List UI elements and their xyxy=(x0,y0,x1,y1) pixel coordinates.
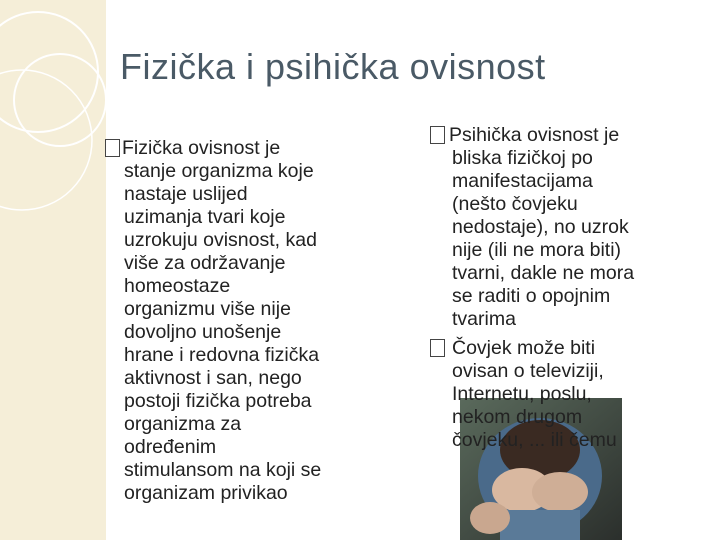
left-line: dovoljno unošenje xyxy=(124,321,282,343)
left-line: nastaje uslijed xyxy=(124,183,248,205)
right2-line: nekom drugom xyxy=(452,406,583,428)
right1-line: nedostaje), no uzrok xyxy=(452,216,629,238)
bullet-box-icon xyxy=(105,139,120,157)
left-bullet-text xyxy=(105,137,321,160)
right1-line: tvarima xyxy=(452,308,516,330)
left-line: uzimanja tvari koje xyxy=(124,206,286,228)
left-line: hrane i redovna fizička xyxy=(124,344,320,366)
left-line: stimulansom na koji se xyxy=(124,459,322,481)
right1-line: bliska fizičkoj po xyxy=(452,147,593,169)
left-line: organizmu više nije xyxy=(124,298,291,320)
right1-line: se raditi o opojnim xyxy=(452,285,611,307)
right1-line: (nešto čovjeku xyxy=(452,193,578,215)
right2-line: čovjeku, ... ili čemu xyxy=(452,429,617,451)
left-line: određenim xyxy=(124,436,217,458)
left-line: aktivnost i san, nego xyxy=(124,367,302,389)
right2-line: ovisan o televiziji, xyxy=(452,360,604,382)
right1-line: manifestacijama xyxy=(452,170,593,192)
deco-circle-1 xyxy=(0,12,98,132)
left-line: stanje organizma koje xyxy=(124,160,314,182)
left-bullet-continuation xyxy=(105,160,321,505)
left-line: Fizička ovisnost je xyxy=(122,137,281,159)
right1-line: Psihička ovisnost je xyxy=(449,124,620,146)
right2-line: Čovjek može biti xyxy=(452,337,596,359)
right1-line: nije (ili ne mora biti) xyxy=(452,239,622,261)
left-line: homeostaze xyxy=(124,275,231,297)
left-line: uzrokuju ovisnost, kad xyxy=(124,229,317,251)
left-line: organizma za xyxy=(124,413,242,435)
left-bullet xyxy=(105,137,321,505)
deco-circle-3 xyxy=(0,70,92,210)
right1-line: tvarni, dakle ne mora xyxy=(452,262,635,284)
bullet-box-icon xyxy=(430,339,445,357)
bullet-box-icon xyxy=(430,126,445,144)
slide-title: Fizička i psihička ovisnost xyxy=(120,46,546,87)
right-bullet-1-first xyxy=(430,124,634,147)
left-line: više za održavanje xyxy=(124,252,286,274)
right-bullet-2 xyxy=(430,337,617,452)
right-bullet-1-continuation xyxy=(430,147,634,331)
right-bullet-1 xyxy=(430,124,634,331)
right2-line: Internetu, poslu, xyxy=(452,383,592,405)
left-line: organizam privikao xyxy=(124,482,288,504)
left-line: postoji fizička potreba xyxy=(124,390,312,412)
right-bullet-2-text xyxy=(430,337,617,452)
